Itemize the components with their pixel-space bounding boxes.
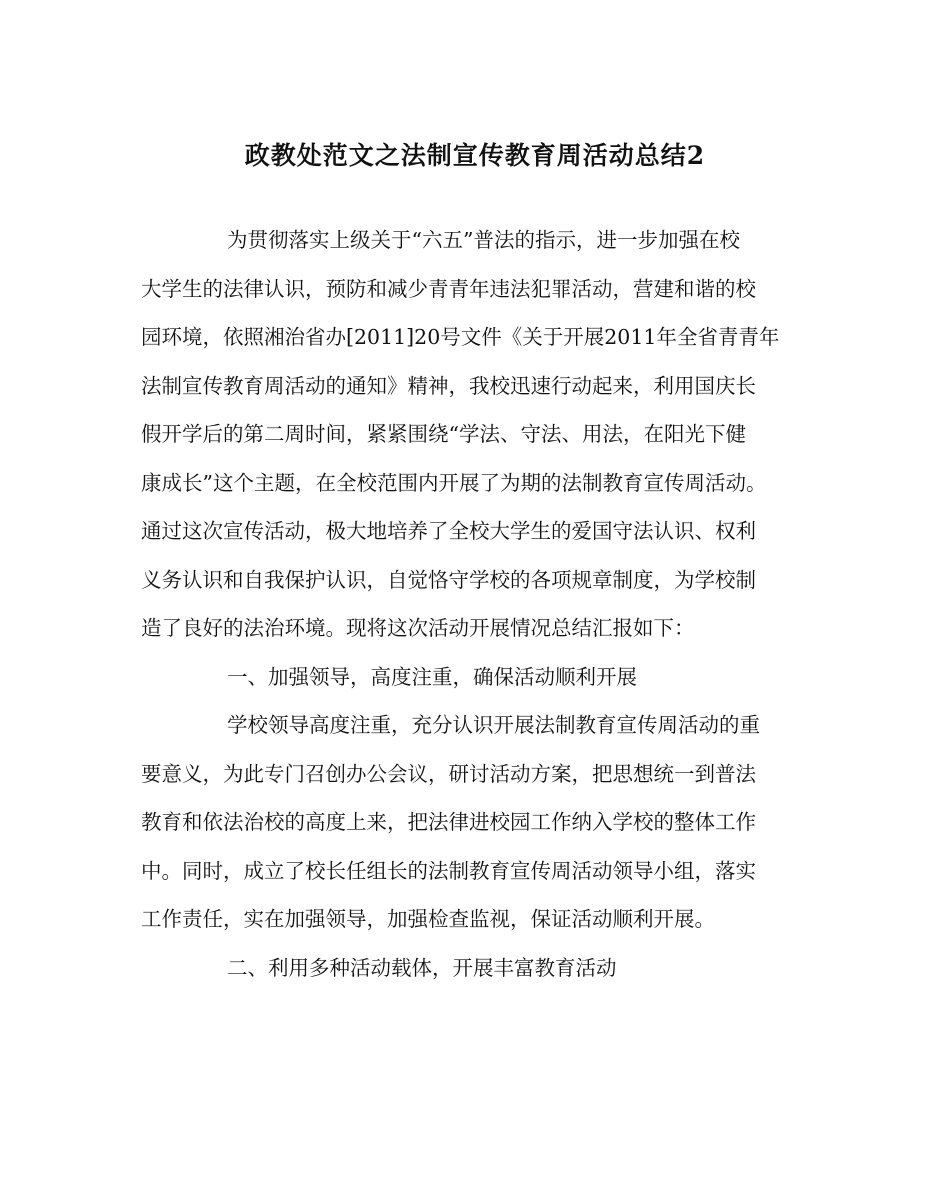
- document-body: [141, 216, 811, 992]
- text-line: 假开学后的第二周时间，紧紧围绕“学法、守法、用法，在阳光下健: [141, 422, 746, 446]
- paragraph-section-1: [141, 701, 811, 944]
- heading-line: 二、利用多种活动载体，开展丰富教育活动: [227, 955, 617, 980]
- text-line: 造了良好的法治环境。现将这次活动开展情况总结汇报如下：: [141, 616, 695, 640]
- text-line: 康成长”这个主题，在全校范围内开展了为期的法制教育宣传周活动。: [141, 470, 767, 495]
- text-line: 为贯彻落实上级关于“六五”普法的指示，进一步加强在校: [227, 228, 740, 252]
- heading-line: 一、加强领导，高度注重，确保活动顺利开展: [227, 664, 637, 689]
- text-line: 大学生的法律认识，预防和减少青青年违法犯罪活动，营建和谐的校: [141, 276, 756, 301]
- text-line: 中。同时，成立了校长任组长的法制教育宣传周活动领导小组，落实: [141, 858, 756, 883]
- section-heading-1: [141, 653, 811, 702]
- paragraph-intro: [141, 216, 811, 653]
- text-line: 法制宣传教育周活动的通知》精神，我校迅速行动起来，利用国庆长: [141, 373, 756, 398]
- text-line: 义务认识和自我保护认识，自觉恪守学校的各项规章制度，为学校制: [141, 567, 756, 592]
- text-line: 要意义，为此专门召创办公会议，研讨活动方案，把思想统一到普法: [141, 761, 756, 786]
- text-line: 工作责任，实在加强领导，加强检查监视，保证活动顺利开展。: [141, 907, 715, 931]
- text-line: 园环境，依照湘治省办[2011]20号文件《关于开展2011年全省青青年: [141, 325, 780, 349]
- section-heading-2: [141, 944, 811, 993]
- text-line: 教育和依法治校的高度上来，把法律进校园工作纳入学校的整体工作: [141, 810, 756, 834]
- text-line: 通过这次宣传活动，极大地培养了全校大学生的爱国守法认识、权利: [141, 519, 756, 543]
- document-title: 政教处范文之法制宣传教育周活动总结2: [244, 141, 706, 170]
- text-line: 学校领导高度注重，充分认识开展法制教育宣传周活动的重: [227, 713, 760, 737]
